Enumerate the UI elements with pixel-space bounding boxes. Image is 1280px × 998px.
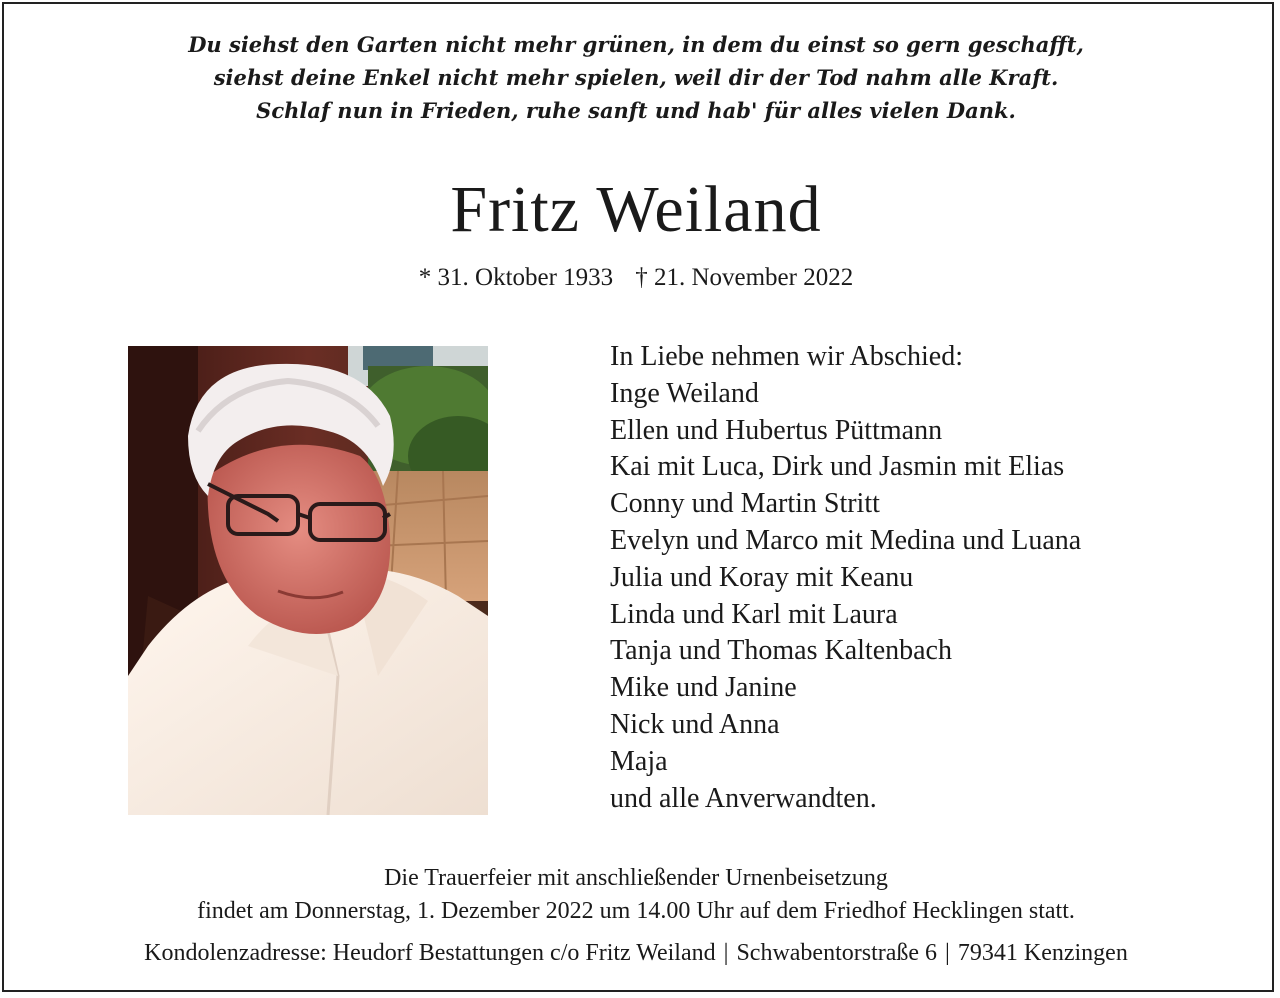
mourner-entry: Conny und Martin Stritt xyxy=(610,488,880,520)
verse-line: siehst deine Enkel nicht mehr spielen, weil dir der Tod nahm alle Kraft. xyxy=(213,65,1059,90)
mourner-entry: Nick und Anna xyxy=(610,708,780,740)
separator: | xyxy=(945,940,950,966)
mourner-entry: Kai mit Luca, Dirk und Jasmin mit Elias xyxy=(610,451,1065,483)
life-dates xyxy=(0,262,1272,294)
verse-line: Du siehst den Garten nicht mehr grünen, in dem du einst so gern geschafft, xyxy=(188,32,1084,57)
mourner-entry: Maja xyxy=(610,745,668,777)
mourners-list xyxy=(610,339,1081,817)
birth-date: * 31. Oktober 1933 xyxy=(418,264,614,291)
separator: | xyxy=(723,940,729,966)
memorial-verse xyxy=(0,28,1272,127)
mourner-entry: und alle Anverwandten. xyxy=(610,782,877,814)
mourner-entry: Tanja und Thomas Kaltenbach xyxy=(610,635,952,667)
mourner-entry: Linda und Karl mit Laura xyxy=(610,598,898,630)
death-date: † 21. November 2022 xyxy=(635,264,854,291)
condolence-address xyxy=(0,937,1272,969)
condolence-street: Schwabentorstraße 6 xyxy=(736,940,938,966)
verse-line: Schlaf nun in Frieden, ruhe sanft und hab' für alles vielen Dank. xyxy=(256,98,1016,123)
mourner-entry: Evelyn und Marco mit Medina und Luana xyxy=(610,524,1082,556)
condolence-label: Kondolenzadresse: Heudorf Bestattungen c/o Fritz Weiland xyxy=(144,940,716,966)
portrait-photo xyxy=(128,346,488,815)
mourner-entry: Inge Weiland xyxy=(610,377,759,409)
ceremony-line: findet am Donnerstag, 1. Dezember 2022 um 14.00 Uhr auf dem Friedhof Hecklingen statt. xyxy=(197,898,1075,924)
ceremony-line: Die Trauerfeier mit anschließender Urnenbeisetzung xyxy=(384,865,888,891)
mourner-entry: Ellen und Hubertus Püttmann xyxy=(610,414,943,446)
mourners-heading: In Liebe nehmen wir Abschied: xyxy=(610,341,964,372)
deceased-name: Fritz Weiland xyxy=(450,173,822,246)
mourner-entry: Julia und Koray mit Keanu xyxy=(610,561,914,593)
condolence-city: 79341 Kenzingen xyxy=(957,940,1128,966)
ceremony-info xyxy=(0,862,1272,928)
mourner-entry: Mike und Janine xyxy=(610,672,797,704)
